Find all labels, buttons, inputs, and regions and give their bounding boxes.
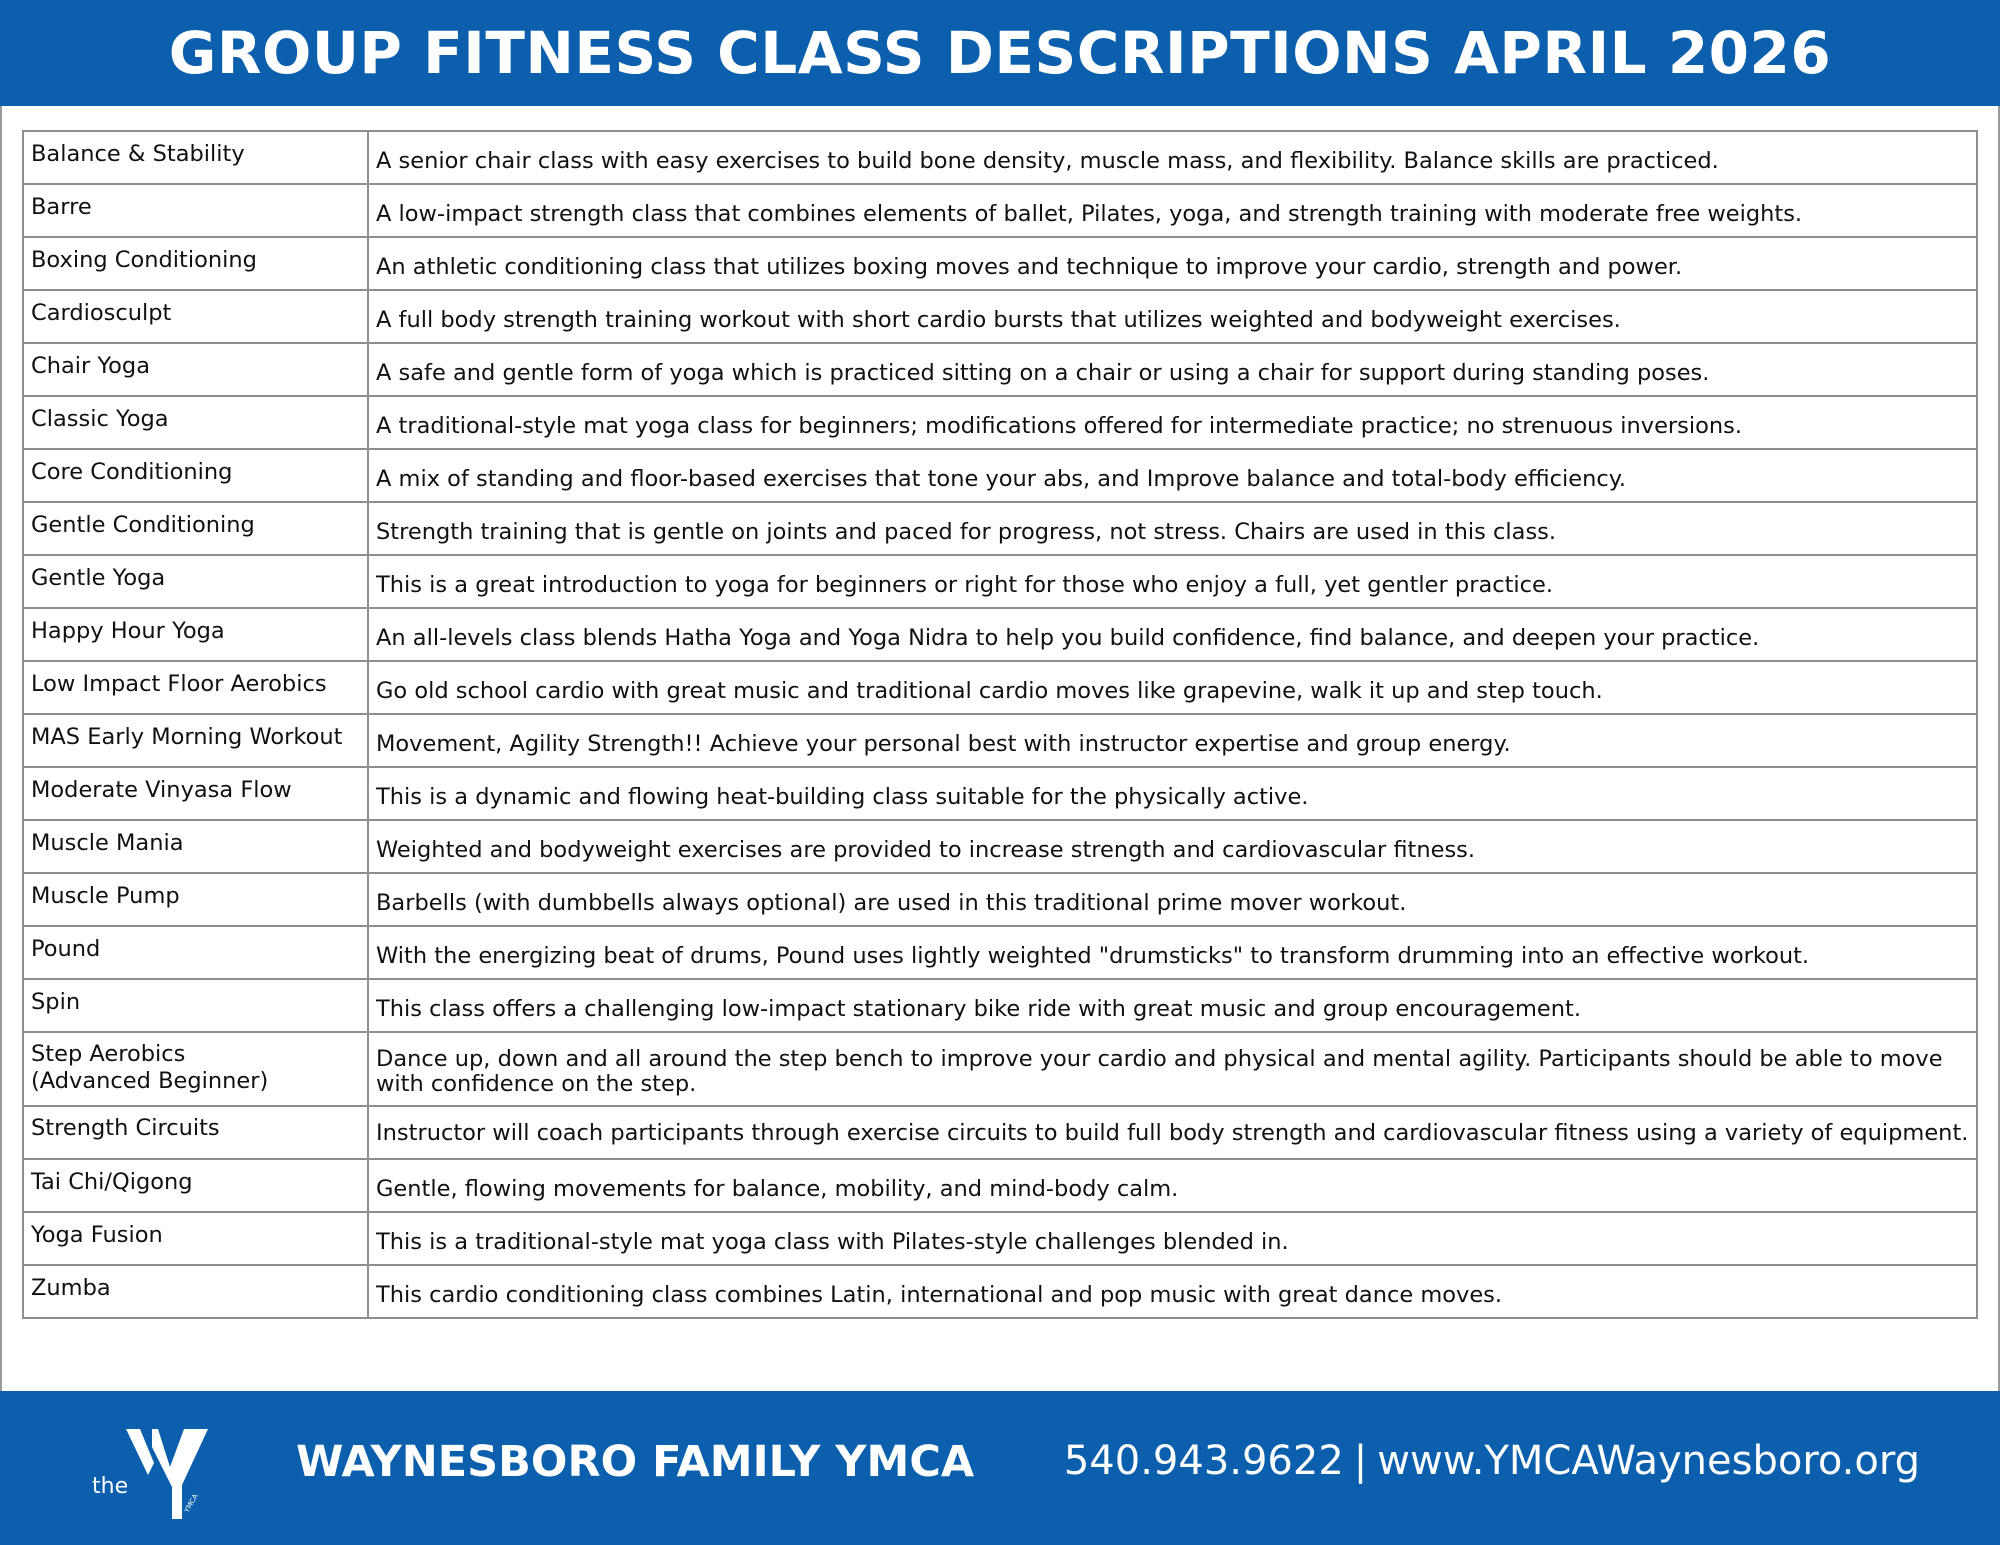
class-name-cell bbox=[23, 661, 368, 714]
table-row bbox=[23, 1212, 1977, 1265]
class-description: A traditional-style mat yoga class for beginners; modifications offered for intermediate practice; no strenuous inversions. bbox=[368, 396, 1977, 449]
class-name-cell bbox=[23, 396, 368, 449]
table-row bbox=[23, 449, 1977, 502]
class-name: Chair Yoga bbox=[31, 353, 151, 379]
table-row bbox=[23, 396, 1977, 449]
class-name: Gentle Conditioning bbox=[31, 512, 255, 538]
table-row bbox=[23, 131, 1977, 184]
class-name-cell bbox=[23, 449, 368, 502]
class-description: Weighted and bodyweight exercises are provided to increase strength and cardiovascular fitness. bbox=[368, 820, 1977, 873]
class-name: Core Conditioning bbox=[31, 459, 233, 485]
class-name: MAS Early Morning Workout bbox=[31, 724, 343, 750]
class-name: Muscle Pump bbox=[31, 883, 180, 909]
class-name-cell bbox=[23, 184, 368, 237]
table-row bbox=[23, 608, 1977, 661]
class-description: A low-impact strength class that combines elements of ballet, Pilates, yoga, and strength training with moderate free weights. bbox=[368, 184, 1977, 237]
class-name: Low Impact Floor Aerobics bbox=[31, 671, 327, 697]
class-name-cell bbox=[23, 926, 368, 979]
table-row bbox=[23, 184, 1977, 237]
class-description: Barbells (with dumbbells always optional) are used in this traditional prime mover workout. bbox=[368, 873, 1977, 926]
table-row bbox=[23, 661, 1977, 714]
class-description: This class offers a challenging low-impact stationary bike ride with great music and group encouragement. bbox=[368, 979, 1977, 1032]
class-description: Dance up, down and all around the step bench to improve your cardio and physical and mental agility. Participants should be able to move with confidence on the step. bbox=[368, 1032, 1977, 1106]
class-description: A safe and gentle form of yoga which is practiced sitting on a chair or using a chair for support during standing poses. bbox=[368, 343, 1977, 396]
class-description: An athletic conditioning class that utilizes boxing moves and technique to improve your cardio, strength and power. bbox=[368, 237, 1977, 290]
class-name-cell bbox=[23, 290, 368, 343]
table-row bbox=[23, 1032, 1977, 1106]
class-name-cell bbox=[23, 608, 368, 661]
class-name: Yoga Fusion bbox=[31, 1222, 163, 1248]
table-row bbox=[23, 343, 1977, 396]
class-name: Muscle Mania bbox=[31, 830, 184, 856]
class-name: Zumba bbox=[31, 1275, 111, 1301]
class-name-cell bbox=[23, 131, 368, 184]
table-row bbox=[23, 1106, 1977, 1159]
table-row bbox=[23, 873, 1977, 926]
class-name-cell bbox=[23, 873, 368, 926]
class-name: Step Aerobics bbox=[31, 1041, 186, 1067]
table-row bbox=[23, 555, 1977, 608]
class-description: A senior chair class with easy exercises to build bone density, muscle mass, and flexibility. Balance skills are practiced. bbox=[368, 131, 1977, 184]
class-name: Boxing Conditioning bbox=[31, 247, 257, 273]
class-name-cell bbox=[23, 502, 368, 555]
table-row bbox=[23, 1159, 1977, 1212]
class-description: Go old school cardio with great music and traditional cardio moves like grapevine, walk it up and step touch. bbox=[368, 661, 1977, 714]
organization-name: WAYNESBORO FAMILY YMCA bbox=[296, 1437, 975, 1487]
class-name: Pound bbox=[31, 936, 101, 962]
class-name-cell bbox=[23, 1032, 368, 1106]
class-name-cell bbox=[23, 343, 368, 396]
class-name-cell bbox=[23, 820, 368, 873]
class-description: With the energizing beat of drums, Pound uses lightly weighted "drumsticks" to transform drumming into an effective workout. bbox=[368, 926, 1977, 979]
class-name-cell bbox=[23, 1212, 368, 1265]
svg-text:the: the bbox=[92, 1474, 129, 1499]
class-name-cell bbox=[23, 237, 368, 290]
class-description: Strength training that is gentle on joints and paced for progress, not stress. Chairs are used in this class. bbox=[368, 502, 1977, 555]
class-name-cell bbox=[23, 767, 368, 820]
class-name: Happy Hour Yoga bbox=[31, 618, 225, 644]
class-description: An all-levels class blends Hatha Yoga and Yoga Nidra to help you build confidence, find balance, and deepen your practice. bbox=[368, 608, 1977, 661]
class-descriptions-table bbox=[22, 130, 1978, 1319]
page-title: GROUP FITNESS CLASS DESCRIPTIONS APRIL 2026 bbox=[168, 19, 1832, 87]
table-row bbox=[23, 714, 1977, 767]
class-name: Strength Circuits bbox=[31, 1115, 220, 1141]
table-row bbox=[23, 979, 1977, 1032]
class-description: This is a traditional-style mat yoga class with Pilates-style challenges blended in. bbox=[368, 1212, 1977, 1265]
class-description: Instructor will coach participants through exercise circuits to build full body strength and cardiovascular fitness using a variety of equipment. bbox=[368, 1106, 1977, 1159]
class-name-cell bbox=[23, 714, 368, 767]
class-description: This cardio conditioning class combines Latin, international and pop music with great dance moves. bbox=[368, 1265, 1977, 1318]
page-footer bbox=[0, 1391, 2000, 1545]
svg-text:YMCA: YMCA bbox=[182, 1492, 200, 1514]
class-name-subtitle: (Advanced Beginner) bbox=[31, 1068, 269, 1094]
class-description: This is a great introduction to yoga for beginners or right for those who enjoy a full, yet gentler practice. bbox=[368, 555, 1977, 608]
table-row bbox=[23, 1265, 1977, 1318]
table-row bbox=[23, 820, 1977, 873]
class-name: Moderate Vinyasa Flow bbox=[31, 777, 292, 803]
class-name: Gentle Yoga bbox=[31, 565, 166, 591]
class-name-cell bbox=[23, 979, 368, 1032]
class-name-cell bbox=[23, 1265, 368, 1318]
class-description: Movement, Agility Strength!! Achieve your personal best with instructor expertise and group energy. bbox=[368, 714, 1977, 767]
class-description: A mix of standing and floor-based exercises that tone your abs, and Improve balance and total-body efficiency. bbox=[368, 449, 1977, 502]
class-name: Cardiosculpt bbox=[31, 300, 172, 326]
table-row bbox=[23, 237, 1977, 290]
table-row bbox=[23, 926, 1977, 979]
class-name-cell bbox=[23, 555, 368, 608]
class-description: Gentle, flowing movements for balance, mobility, and mind-body calm. bbox=[368, 1159, 1977, 1212]
phone-number: 540.943.9622 bbox=[1063, 1438, 1344, 1484]
ymca-logo-icon bbox=[92, 1423, 222, 1523]
class-name: Barre bbox=[31, 194, 92, 220]
table-row bbox=[23, 290, 1977, 343]
website-link[interactable]: www.YMCAWaynesboro.org bbox=[1377, 1438, 1920, 1484]
page-header bbox=[0, 0, 2000, 106]
table-row bbox=[23, 502, 1977, 555]
table-row bbox=[23, 767, 1977, 820]
class-name: Balance & Stability bbox=[31, 141, 245, 167]
class-name: Classic Yoga bbox=[31, 406, 169, 432]
class-name: Spin bbox=[31, 989, 81, 1015]
contact-separator: | bbox=[1353, 1438, 1368, 1484]
class-name: Tai Chi/Qigong bbox=[31, 1169, 193, 1195]
class-name-cell bbox=[23, 1159, 368, 1212]
class-name-cell bbox=[23, 1106, 368, 1159]
class-description: This is a dynamic and flowing heat-building class suitable for the physically active. bbox=[368, 767, 1977, 820]
contact-info bbox=[1063, 1438, 1920, 1484]
class-description: A full body strength training workout with short cardio bursts that utilizes weighted and bodyweight exercises. bbox=[368, 290, 1977, 343]
